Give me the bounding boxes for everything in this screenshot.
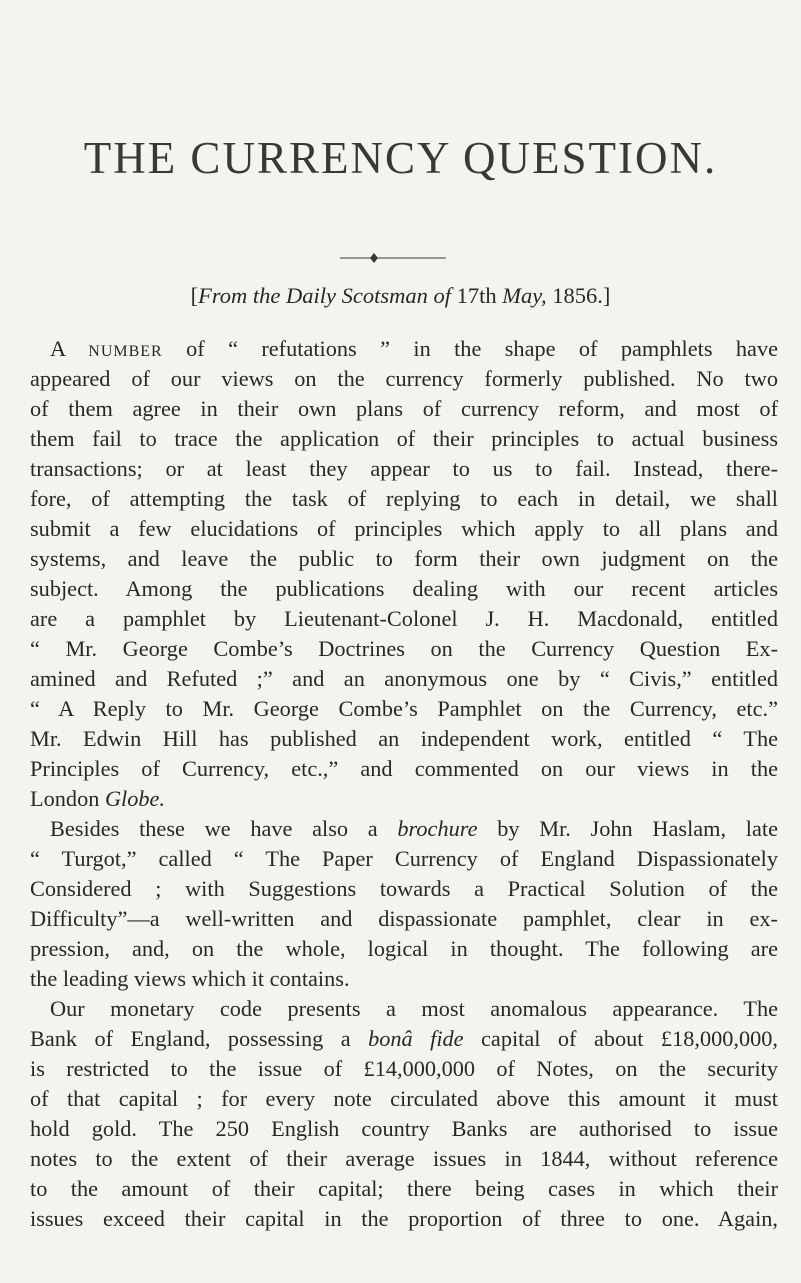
text-line: to the amount of their capital; there being cases in which their <box>30 1176 778 1201</box>
text-line: pression, and, on the whole, logical in thought. The following are <box>30 936 778 961</box>
text-line: Bank of England, possessing a bonâ fide capital of about £18,000,000, <box>30 1026 778 1051</box>
text-line: “ Mr. George Combe’s Doctrines on the Currency Question Ex- <box>30 636 778 661</box>
text-line: hold gold. The 250 English country Banks are authorised to issue <box>30 1116 778 1141</box>
text-line: Mr. Edwin Hill has published an independent work, entitled “ The <box>30 726 778 751</box>
source-citation <box>0 283 801 309</box>
source-open-bracket: [ <box>190 283 199 308</box>
italic-bona-fide: bonâ fide <box>368 1026 464 1051</box>
text-line: Besides these we have also a brochure by Mr. John Haslam, late <box>50 816 778 841</box>
text-line: subject. Among the publications dealing with our recent articles <box>30 576 778 601</box>
article-body <box>30 334 778 1234</box>
text-line: “ Turgot,” called “ The Paper Currency of England Dispassionately <box>30 846 778 871</box>
source-month: May, <box>502 283 547 308</box>
text-line: systems, and leave the public to form their own judgment on the <box>30 546 778 571</box>
text-line: A number of “ refutations ” in the shape of pamphlets have <box>50 336 778 361</box>
text-line: is restricted to the issue of £14,000,000 of Notes, on the security <box>30 1056 778 1081</box>
italic-brochure: brochure <box>397 816 478 841</box>
text-line: Difficulty”—a well-written and dispassionate pamphlet, clear in ex- <box>30 906 778 931</box>
text-line: the leading views which it contains. <box>30 966 350 991</box>
text-line: issues exceed their capital in the proportion of three to one. Again, <box>30 1206 778 1231</box>
page-title: THE CURRENCY QUESTION. <box>83 133 718 183</box>
text-line: transactions; or at least they appear to us to fail. Instead, there- <box>30 456 778 481</box>
source-year: 1856.] <box>546 283 611 308</box>
source-day: 17th <box>451 283 503 308</box>
lead-in-small-caps: number <box>88 336 163 361</box>
text-line: “ A Reply to Mr. George Combe’s Pamphlet on the Currency, etc.” <box>30 696 778 721</box>
text-line: London Globe. <box>30 786 166 811</box>
text-line: are a pamphlet by Lieutenant-Colonel J. H. Macdonald, entitled <box>30 606 778 631</box>
text-line: submit a few elucidations of principles which apply to all plans and <box>30 516 778 541</box>
text-line: of that capital ; for every note circulated above this amount it must <box>30 1086 778 1111</box>
text-line: fore, of attempting the task of replying to each in detail, we shall <box>30 486 778 511</box>
text-line: Considered ; with Suggestions towards a Practical Solution of the <box>30 876 778 901</box>
text-line: Our monetary code presents a most anomalous appearance. The <box>50 996 778 1021</box>
text-line: of them agree in their own plans of currency reform, and most of <box>30 396 778 421</box>
text-line: them fail to trace the application of their principles to actual business <box>30 426 778 451</box>
italic-globe: Globe. <box>104 786 166 811</box>
text-line: Principles of Currency, etc.,” and commented on our views in the <box>30 756 778 781</box>
text-line: amined and Refuted ;” and an anonymous one by “ Civis,” entitled <box>30 666 778 691</box>
text-line: appeared of our views on the currency formerly published. No two <box>30 366 778 391</box>
diamond-rule-ornament <box>340 252 446 264</box>
source-publication: From the Daily Scotsman of <box>198 283 451 308</box>
text-line: notes to the extent of their average issues in 1844, without reference <box>30 1146 778 1171</box>
